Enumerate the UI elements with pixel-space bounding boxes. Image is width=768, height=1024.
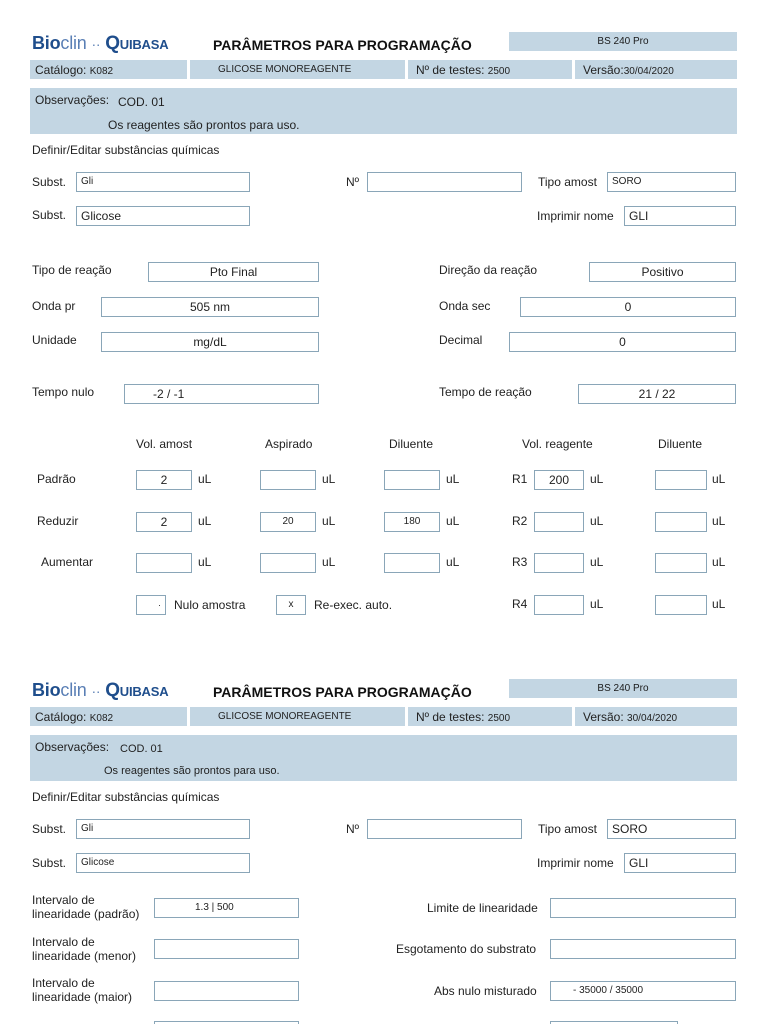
reduce-diluent[interactable]: 180	[384, 512, 440, 532]
model-band	[509, 679, 737, 698]
substrate-depletion-field[interactable]	[550, 939, 736, 959]
print-name-label: Imprimir nome	[537, 856, 614, 870]
auto-rerun-checkbox[interactable]: x	[276, 595, 306, 615]
tests-value: 2500	[487, 66, 511, 77]
subst-label: Subst.	[32, 822, 67, 836]
observations-code: COD. 01	[118, 95, 165, 109]
version-value: 30/04/2020	[627, 713, 678, 724]
logo-dots: ··	[91, 683, 101, 699]
tests-label: Nº de testes:	[416, 710, 485, 724]
decimal-label: Decimal	[439, 333, 483, 347]
logo-dots: ··	[91, 36, 101, 52]
sample-type-field[interactable]: SORO	[607, 819, 736, 839]
page-title: PARÂMETROS PARA PROGRAMAÇÃO	[213, 684, 472, 700]
sample-type-field[interactable]: SORO	[607, 172, 736, 192]
row-standard-label: Padrão	[37, 472, 76, 486]
unit-ul: uL	[198, 555, 212, 569]
unit-ul: uL	[712, 597, 726, 611]
unit-ul: uL	[322, 514, 336, 528]
increase-sample-volume[interactable]	[136, 553, 192, 573]
version-label: Versão:	[583, 63, 624, 77]
model-label: BS 240 Pro	[597, 683, 649, 694]
linearity-low-label	[32, 935, 136, 963]
unit-ul: uL	[198, 472, 212, 486]
bioclin-quibasa-logo	[32, 680, 168, 702]
subst-label-2: Subst.	[32, 208, 67, 222]
tests-value: 2500	[487, 713, 511, 724]
r2-volume[interactable]	[534, 512, 584, 532]
linearity-standard-label-line2: linearidade (padrão)	[32, 907, 140, 921]
mixed-null-abs-label: Abs nulo misturado	[434, 984, 537, 998]
number-label: Nº	[346, 822, 360, 836]
model-band	[509, 32, 737, 51]
linearity-high-field[interactable]	[154, 981, 299, 1001]
wave-primary-label: Onda pr	[32, 299, 76, 313]
unit-ul: uL	[322, 555, 336, 569]
print-name-label: Imprimir nome	[537, 209, 614, 223]
tests-field	[416, 710, 510, 724]
reaction-type-field[interactable]: Pto Final	[148, 262, 319, 282]
print-name-field[interactable]: GLI	[624, 206, 736, 226]
subst-field[interactable]: Gli	[76, 819, 250, 839]
logo-bio-text: Bio	[32, 680, 61, 700]
decimal-field[interactable]: 0	[509, 332, 736, 352]
substrate-depletion-label: Esgotamento do substrato	[396, 942, 537, 956]
standard-sample-volume[interactable]: 2	[136, 470, 192, 490]
unit-field[interactable]: mg/dL	[101, 332, 319, 352]
print-name-field[interactable]: GLI	[624, 853, 736, 873]
version-label: Versão:	[583, 710, 624, 724]
row-increase-label: Aumentar	[41, 555, 94, 569]
subst-name-field[interactable]: Glicose	[76, 206, 250, 226]
reaction-time-field[interactable]: 21 / 22	[578, 384, 736, 404]
product-name: GLICOSE MONOREAGENTE	[218, 711, 352, 722]
sample-type-label: Tipo amost	[538, 822, 597, 836]
r4-volume[interactable]	[534, 595, 584, 615]
version-field	[583, 63, 674, 77]
r3-volume[interactable]	[534, 553, 584, 573]
catalog-value: K082	[89, 66, 114, 77]
linearity-high-label-line1: Intervalo de	[32, 976, 95, 990]
tests-field	[416, 63, 510, 77]
null-sample-label: Nulo amostra	[174, 598, 246, 612]
unit-ul: uL	[446, 555, 460, 569]
row-reduce-label: Reduzir	[37, 514, 79, 528]
r1-volume[interactable]: 200	[534, 470, 584, 490]
unit-ul: uL	[198, 514, 212, 528]
observations-note: Os reagentes são prontos para uso.	[108, 118, 300, 132]
bioclin-quibasa-logo	[32, 33, 168, 55]
catalog-label: Catálogo:	[35, 63, 87, 77]
unit-ul: uL	[712, 555, 726, 569]
null-time-field[interactable]: -2 / -1	[124, 384, 319, 404]
linearity-standard-label-line1: Intervalo de	[32, 893, 95, 907]
reaction-time-label: Tempo de reação	[439, 385, 532, 399]
reaction-direction-field[interactable]: Positivo	[589, 262, 736, 282]
auto-rerun-label: Re-exec. auto.	[314, 598, 393, 612]
r4-label: R4	[512, 597, 528, 611]
model-label: BS 240 Pro	[597, 36, 649, 47]
logo-quibasa-text: Quibasa	[105, 33, 169, 54]
logo-bio-text: Bio	[32, 33, 61, 53]
unit-ul: uL	[446, 472, 460, 486]
linearity-standard-label	[32, 893, 139, 921]
number-label: Nº	[346, 175, 360, 189]
col-diluent-2: Diluente	[658, 437, 703, 451]
unit-ul: uL	[712, 472, 726, 486]
col-diluent: Diluente	[389, 437, 434, 451]
version-value: 30/04/2020	[623, 66, 674, 77]
logo-quibasa-text: Quibasa	[105, 680, 169, 701]
observations-code: COD. 01	[120, 743, 163, 755]
subst-label-2: Subst.	[32, 856, 67, 870]
subst-name-field[interactable]: Glicose	[76, 853, 250, 873]
page-title: PARÂMETROS PARA PROGRAMAÇÃO	[213, 37, 472, 53]
unit-ul: uL	[590, 597, 604, 611]
r1-label: R1	[512, 472, 528, 486]
linearity-high-label-line2: linearidade (maior)	[32, 990, 133, 1004]
sample-type-label: Tipo amost	[538, 175, 597, 189]
wave-secondary-field[interactable]: 0	[520, 297, 736, 317]
r2-label: R2	[512, 514, 528, 528]
reduce-sample-volume[interactable]: 2	[136, 512, 192, 532]
linearity-low-label-line1: Intervalo de	[32, 935, 95, 949]
wave-secondary-label: Onda sec	[439, 299, 491, 313]
unit-ul: uL	[590, 472, 604, 486]
define-substances-label: Definir/Editar substâncias químicas	[32, 143, 220, 157]
increase-diluent[interactable]	[384, 553, 440, 573]
number-field[interactable]	[367, 819, 522, 839]
increase-aspirated[interactable]	[260, 553, 316, 573]
logo-clin-text: clin	[60, 680, 87, 700]
linearity-standard-field[interactable]: 1.3 | 500	[154, 898, 299, 918]
unit-ul: uL	[322, 472, 336, 486]
subst-field[interactable]: Gli	[76, 172, 250, 192]
null-sample-checkbox[interactable]: ·	[136, 595, 166, 615]
number-field[interactable]	[367, 172, 522, 192]
wave-primary-field[interactable]: 505 nm	[101, 297, 319, 317]
catalog-field	[35, 710, 113, 724]
r4-diluent[interactable]	[655, 595, 707, 615]
version-field	[583, 710, 677, 724]
unit-ul: uL	[590, 514, 604, 528]
r3-label: R3	[512, 555, 528, 569]
reduce-aspirated[interactable]: 20	[260, 512, 316, 532]
logo-clin-text: clin	[60, 33, 87, 53]
mixed-null-abs-field[interactable]: - 35000 / 35000	[550, 981, 736, 1001]
observations-label: Observações:	[35, 740, 110, 754]
unit-ul: uL	[446, 514, 460, 528]
reaction-direction-label: Direção da reação	[439, 263, 538, 277]
unit-ul: uL	[590, 555, 604, 569]
unit-label: Unidade	[32, 333, 77, 347]
observations-label: Observações:	[35, 93, 110, 107]
linearity-high-label	[32, 976, 132, 1004]
r2-diluent[interactable]	[655, 512, 707, 532]
linearity-limit-field[interactable]	[550, 898, 736, 918]
catalog-label: Catálogo:	[35, 710, 87, 724]
r1-diluent[interactable]	[655, 470, 707, 490]
unit-ul: uL	[712, 514, 726, 528]
tests-label: Nº de testes:	[416, 63, 485, 77]
observations-note: Os reagentes são prontos para uso.	[104, 765, 280, 777]
null-time-label: Tempo nulo	[32, 385, 95, 399]
col-aspirated: Aspirado	[265, 437, 313, 451]
col-sample-volume: Vol. amost	[136, 437, 193, 451]
linearity-limit-label: Limite de linearidade	[427, 901, 538, 915]
linearity-low-label-line2: linearidade (menor)	[32, 949, 137, 963]
linearity-low-field[interactable]	[154, 939, 299, 959]
catalog-value: K082	[89, 713, 114, 724]
catalog-field	[35, 63, 113, 77]
reaction-type-label: Tipo de reação	[32, 263, 112, 277]
r3-diluent[interactable]	[655, 553, 707, 573]
standard-diluent[interactable]	[384, 470, 440, 490]
standard-aspirated[interactable]	[260, 470, 316, 490]
subst-label: Subst.	[32, 175, 67, 189]
col-reagent-volume: Vol. reagente	[522, 437, 593, 451]
define-substances-label: Definir/Editar substâncias químicas	[32, 790, 220, 804]
product-name: GLICOSE MONOREAGENTE	[218, 64, 352, 75]
